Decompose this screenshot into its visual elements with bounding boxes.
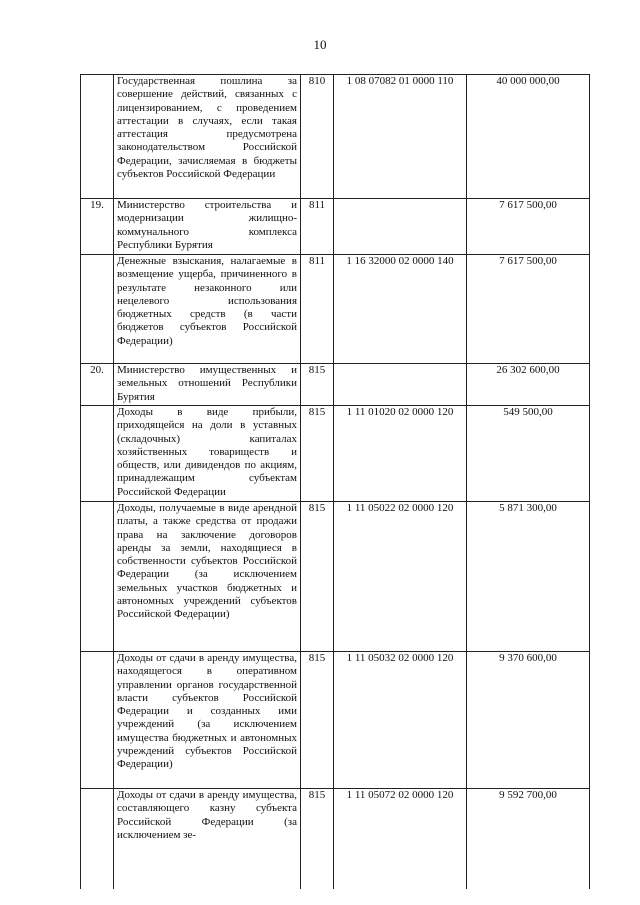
revenue-table: [80, 74, 590, 889]
amount-cell: 9 370 600,00: [467, 652, 590, 789]
page-number: 10: [313, 37, 327, 52]
amount-cell: 40 000 000,00: [467, 75, 590, 199]
row-number-cell: [81, 652, 114, 789]
revenue-table-body: [81, 75, 590, 889]
budget-class-code-cell: 1 11 05072 02 0000 120: [334, 789, 467, 889]
admin-code-cell: 815: [301, 652, 334, 789]
amount-cell: 7 617 500,00: [467, 199, 590, 255]
admin-code-cell: 811: [301, 199, 334, 255]
admin-code-cell: 815: [301, 364, 334, 406]
budget-class-code-cell: [334, 199, 467, 255]
budget-class-code-cell: 1 11 01020 02 0000 120: [334, 406, 467, 502]
row-number-cell: [81, 75, 114, 199]
revenue-name-cell: Министерство строительства и модернизации жилищно-коммунального комплекса Республики Бурятия: [114, 199, 301, 255]
amount-cell: 7 617 500,00: [467, 255, 590, 364]
revenue-name-cell: Доходы, получаемые в виде арендной платы, а также средства от продажи права на заключение договоров аренды за земли, находящиеся в собственности субъектов Российской Федерации (за исключением земельных участков бюджетных и автономных учреждений субъектов Российской Федерации): [114, 502, 301, 652]
admin-code-cell: 815: [301, 502, 334, 652]
amount-cell: 549 500,00: [467, 406, 590, 502]
admin-code-cell: 810: [301, 75, 334, 199]
revenue-name-cell: Доходы в виде прибыли, приходящейся на доли в уставных (складочных) капиталах хозяйственных товариществ и обществ, или дивидендов по акциям, принадлежащим субъектам Российской Федерации: [114, 406, 301, 502]
row-number-cell: [81, 789, 114, 889]
revenue-name-cell: Денежные взыскания, налагаемые в возмещение ущерба, причиненного в результате незаконного или нецелевого использования бюджетных средств (в части бюджетов субъектов Российской Федерации): [114, 255, 301, 364]
revenue-name-cell: Доходы от сдачи в аренду имущества, составляющего казну субъекта Российской Федерации (за исключением зе-: [114, 789, 301, 889]
amount-cell: 5 871 300,00: [467, 502, 590, 652]
budget-class-code-cell: 1 11 05022 02 0000 120: [334, 502, 467, 652]
admin-code-cell: 815: [301, 789, 334, 889]
revenue-name-cell: Доходы от сдачи в аренду имущества, находящегося в оперативном управлении органов государственной власти субъектов Российской Федерации и созданных ими учреждений (за исключением имущества бюджетных и автономных учреждений субъектов Российской Федерации): [114, 652, 301, 789]
budget-class-code-cell: 1 16 32000 02 0000 140: [334, 255, 467, 364]
revenue-name-cell: Министерство имущественных и земельных отношений Республики Бурятия: [114, 364, 301, 406]
row-number-cell: 20.: [81, 364, 114, 406]
table-row: [81, 789, 590, 889]
row-number-cell: [81, 406, 114, 502]
table-row: [81, 502, 590, 652]
table-row: [81, 199, 590, 255]
admin-code-cell: 811: [301, 255, 334, 364]
budget-class-code-cell: 1 08 07082 01 0000 110: [334, 75, 467, 199]
row-number-cell: [81, 255, 114, 364]
table-row: [81, 364, 590, 406]
table-row: [81, 406, 590, 502]
table-row: [81, 75, 590, 199]
budget-class-code-cell: [334, 364, 467, 406]
row-number-cell: 19.: [81, 199, 114, 255]
amount-cell: 26 302 600,00: [467, 364, 590, 406]
table-row: [81, 652, 590, 789]
table-row: [81, 255, 590, 364]
row-number-cell: [81, 502, 114, 652]
budget-class-code-cell: 1 11 05032 02 0000 120: [334, 652, 467, 789]
admin-code-cell: 815: [301, 406, 334, 502]
amount-cell: 9 592 700,00: [467, 789, 590, 889]
revenue-name-cell: Государственная пошлина за совершение действий, связанных с лицензированием, с проведением аттестации в случаях, если такая аттестация предусмотрена законодательством Российской Федерации, зачисляемая в бюджеты субъектов Российской Федерации: [114, 75, 301, 199]
